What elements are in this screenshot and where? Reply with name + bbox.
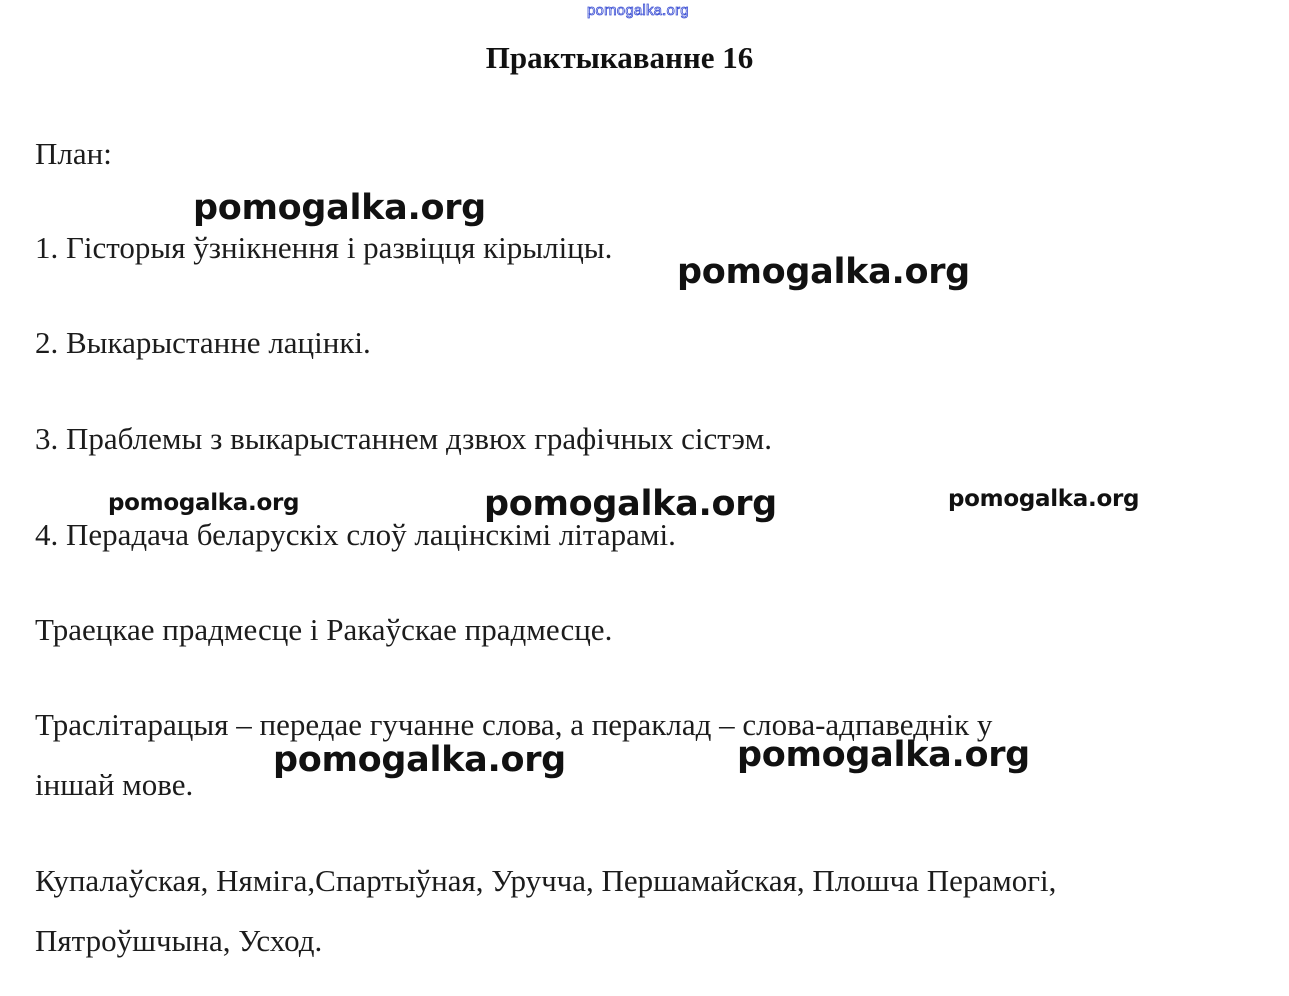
watermark-logo: pomogalka.org bbox=[677, 252, 970, 292]
answer-definition-line-1: Траслітарацыя – передае гучанне слова, а пераклад – слова-адпаведнік у bbox=[35, 707, 993, 742]
answer-suburbs: Траецкае прадмесце і Ракаўскае прадмесце. bbox=[35, 612, 613, 647]
watermark-logo: pomogalka.org bbox=[737, 735, 1030, 775]
site-watermark: pomogalka.org bbox=[587, 2, 689, 19]
watermark-logo: pomogalka.org bbox=[948, 486, 1140, 512]
page-title: Практыкаванне 16 bbox=[485, 40, 754, 75]
watermark-logo: pomogalka.org bbox=[193, 188, 486, 228]
plan-item-4: 4. Перадача беларускіх слоў лацінскімі літарамі. bbox=[35, 517, 676, 552]
watermark-logo: pomogalka.org bbox=[108, 490, 300, 516]
watermark-logo: pomogalka.org bbox=[273, 740, 566, 780]
answer-stations-line-2: Пятроўшчына, Усход. bbox=[35, 923, 323, 958]
plan-item-3: 3. Праблемы з выкарыстаннем дзвюх графічных сістэм. bbox=[35, 421, 772, 456]
answer-definition-line-2: іншай мове. bbox=[35, 767, 194, 802]
plan-item-1: 1. Гісторыя ўзнікнення і развіцця кірыліцы. bbox=[35, 230, 613, 265]
plan-item-2: 2. Выкарыстанне лацінкі. bbox=[35, 325, 371, 360]
answer-stations-line-1: Купалаўская, Няміга,Спартыўная, Уручча, Першамайская, Плошча Перамогі, bbox=[35, 863, 1057, 898]
plan-heading: План: bbox=[35, 136, 112, 171]
watermark-logo: pomogalka.org bbox=[484, 484, 777, 524]
